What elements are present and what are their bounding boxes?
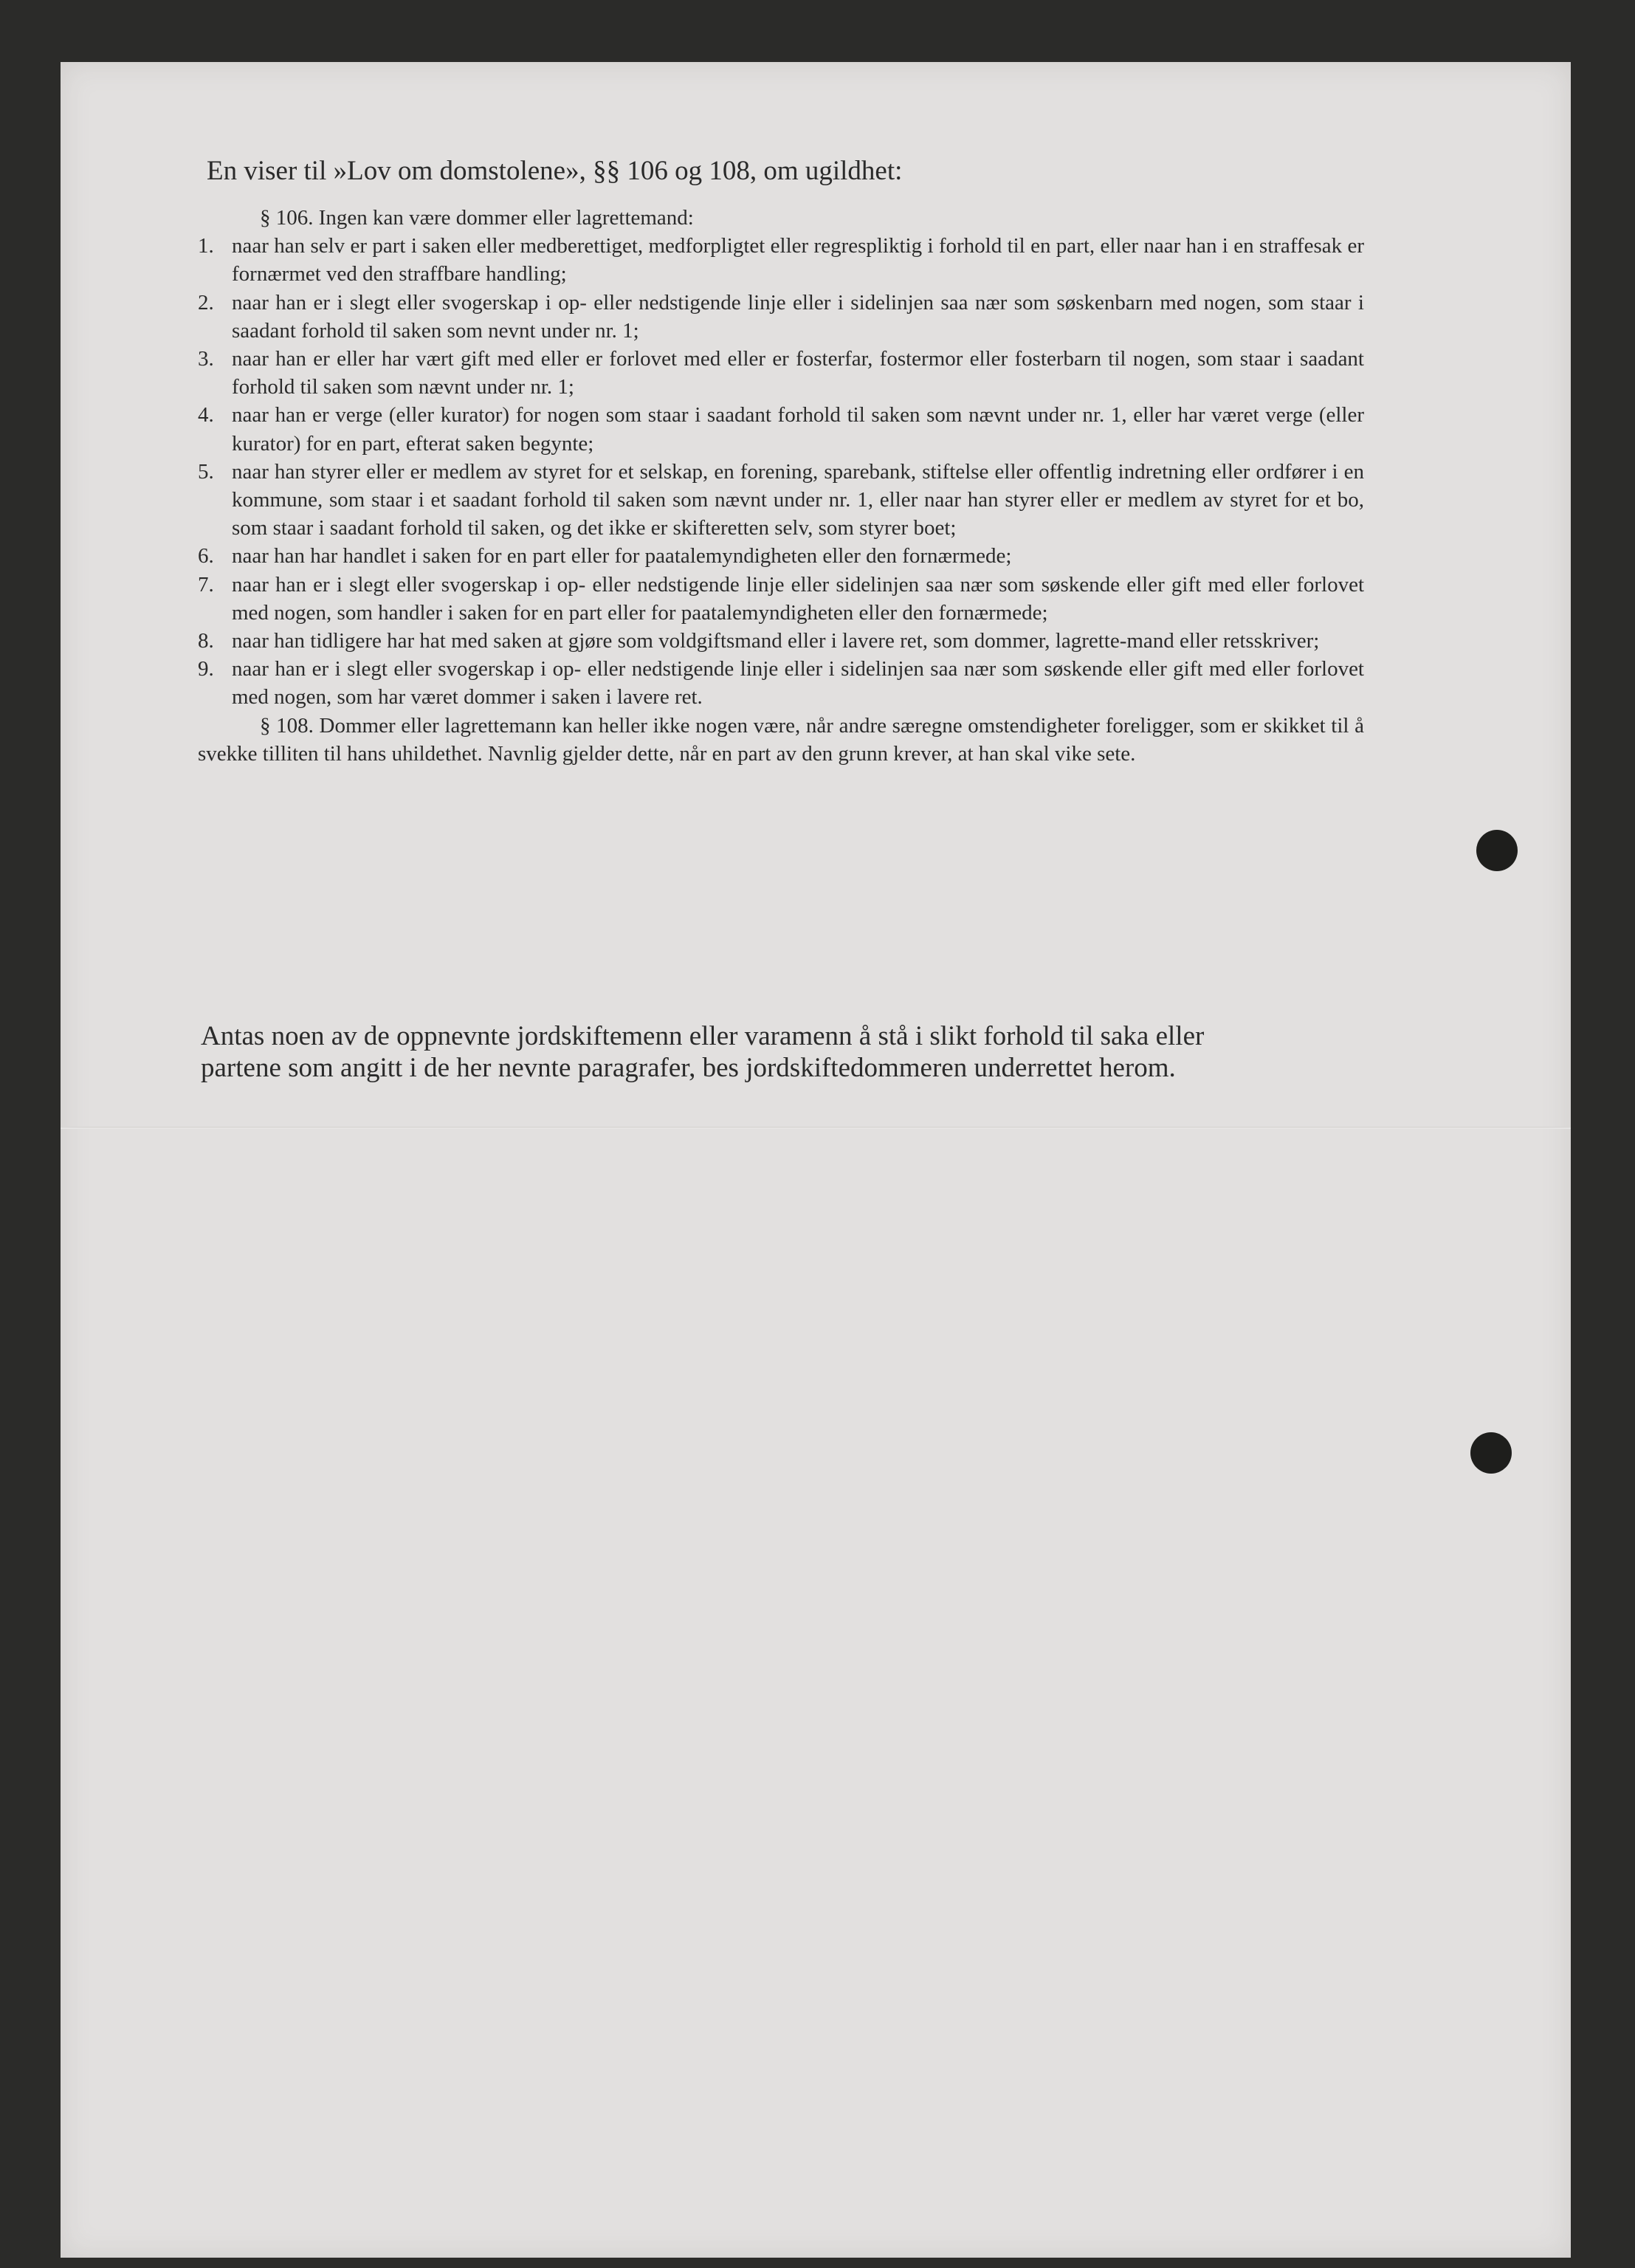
paper-fold-line — [61, 1127, 1571, 1129]
item-text: naar han styrer eller er medlem av styret for et selskap, en forening, sparebank, stiftelse eller offentlig indretning eller ordfører i en kommune, som staar i et saadant forhold til saken som nævnt under nr. 1, eller naar han styrer eller er medlem av styret for et bo, som staar i saadant forhold til saken, og det ikke er skifteretten selv, som styrer boet; — [232, 459, 1364, 540]
item-text: naar han selv er part i saken eller medberettiget, medforpligtet eller regrespliktig i forhold til en part, eller naar han i en straffesak er fornærmet ved den straffbare handling; — [232, 234, 1364, 286]
closing-line-2: partene som angitt i de her nevnte paragrafer, bes jordskiftedommeren underrettet herom. — [201, 1053, 1176, 1083]
item-number: 6. — [198, 544, 214, 568]
item-number: 7. — [198, 572, 214, 597]
list-item — [198, 401, 1364, 457]
item-number: 1. — [198, 234, 214, 258]
item-number: 5. — [198, 459, 214, 484]
item-text: naar han er i slegt eller svogerskap i op- eller nedstigende linje eller i sidelinjen saa nær som søskenbarn med nogen, som staar i saadant forhold til saken som nevnt under nr. 1; — [232, 290, 1364, 343]
item-text: naar han tidligere har hat med saken at gjøre som voldgiftsmand eller i lavere ret, som dommer, lagrette-mand eller retsskriver; — [232, 629, 1320, 653]
list-item — [198, 289, 1364, 345]
item-text: naar han er i slegt eller svogerskap i op- eller nedstigende linje eller i sidelinjen saa nær som søskende eller gift med eller forlovet med nogen, som har været dommer i saken i lavere ret. — [232, 657, 1364, 709]
item-text: naar han har handlet i saken for en part eller for paatalemyndigheten eller den fornærmede; — [232, 544, 1012, 568]
item-number: 2. — [198, 290, 214, 315]
list-item — [198, 627, 1364, 655]
list-item — [198, 542, 1364, 570]
list-item — [198, 232, 1364, 288]
punch-hole-bottom — [1470, 1432, 1512, 1474]
law-excerpt — [198, 204, 1364, 768]
item-number: 9. — [198, 657, 214, 681]
punch-hole-top — [1476, 830, 1518, 871]
section-108-paragraph: § 108. Dommer eller lagrettemann kan heller ikke nogen være, når andre særegne omstendigheter foreligger, som er skikket til å svekke tilliten til hans uhildethet. Navnlig gjelder dette, når en part av den grunn krever, at han skal vike sete. — [198, 713, 1364, 766]
item-text: naar han er i slegt eller svogerskap i op- eller nedstigende linje eller sidelinjen saa nær som søskende eller gift med eller forlovet med nogen, som handler i saken for en part eller for paatalemyndigheten eller den fornærmede; — [232, 572, 1364, 625]
closing-line-1: Antas noen av de oppnevnte jordskiftemenn eller varamenn å stå i slikt forhold til saka eller — [201, 1021, 1205, 1051]
item-number: 8. — [198, 629, 214, 653]
list-item — [198, 458, 1364, 543]
section-106-heading: § 106. Ingen kan være dommer eller lagrettemand: — [260, 206, 694, 230]
item-text: naar han er verge (eller kurator) for nogen som staar i saadant forhold til saken som nævnt under nr. 1, eller har været verge (eller kurator) for en part, efterat saken begynte; — [232, 403, 1364, 456]
item-number: 4. — [198, 403, 214, 427]
item-number: 3. — [198, 347, 214, 371]
list-item — [198, 345, 1364, 401]
list-item — [198, 571, 1364, 627]
list-item — [198, 655, 1364, 711]
intro-line: En viser til »Lov om domstolene», §§ 106 og 108, om ugildhet: — [207, 156, 903, 186]
closing-paragraph — [201, 1020, 1366, 1084]
item-text: naar han er eller har vært gift med eller er forlovet med eller er fosterfar, fostermor eller fosterbarn til nogen, som staar i saadant forhold til saken som nævnt under nr. 1; — [232, 347, 1364, 399]
